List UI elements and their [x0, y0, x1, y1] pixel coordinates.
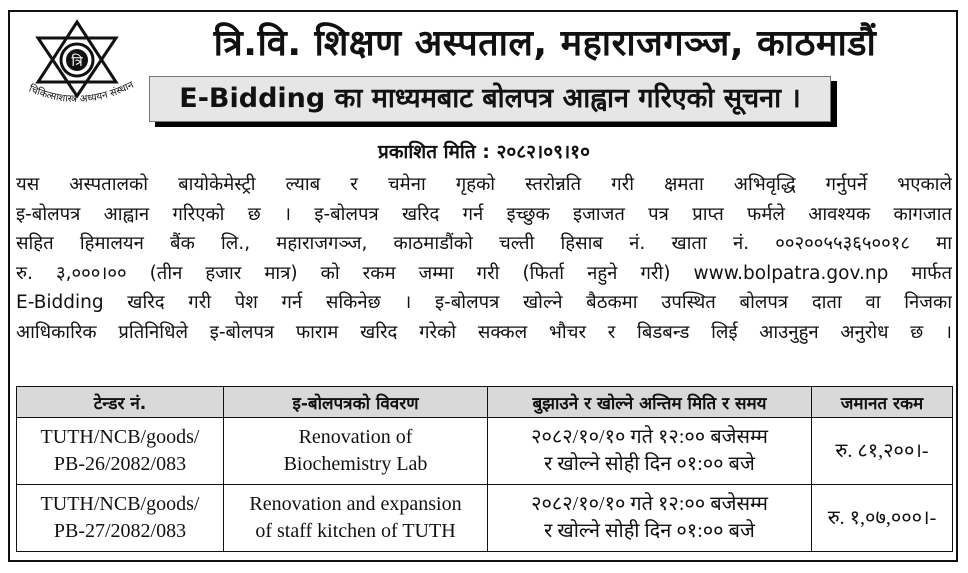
header-description: इ-बोलपत्रको विवरण: [224, 387, 488, 418]
deadline-cell: [488, 418, 812, 485]
tender-no-cell: [17, 418, 224, 485]
body-line: इ-बोलपत्र आह्वान गरिएको छ । इ-बोलपत्र खरिद गर्न इच्छुक इजाजत पत्र प्राप्त फर्मले आवश्यक कागजात: [16, 203, 952, 225]
table-row: [17, 418, 953, 485]
tender-no-cell: [17, 485, 224, 552]
table-header-row: [17, 387, 953, 418]
tender-no-line: PB-27/2082/083: [53, 520, 187, 542]
body-line: रु. ३,०००।०० (तीन हजार मात्र) को रकम जम्मा गरी (फिर्ता नहुने गरी) www.bolpatra.gov.np मार्फत: [16, 262, 952, 284]
hospital-emblem-icon: [14, 16, 140, 114]
description-cell: [224, 485, 488, 552]
header-amount: जमानत रकम: [812, 387, 953, 418]
tender-no-line: TUTH/NCB/goods/: [40, 426, 200, 448]
description-line: Renovation and expansion: [249, 493, 462, 515]
notice-body: [16, 170, 952, 348]
description-cell: [224, 418, 488, 485]
deadline-line: २०८२/१०/१० गते १२:०० बजेसम्म: [531, 493, 768, 515]
tender-table: [16, 386, 953, 552]
header-tender-no: टेन्डर नं.: [17, 387, 224, 418]
deadline-line: २०८२/१०/१० गते १२:०० बजेसम्म: [531, 426, 768, 448]
deadline-line: र खोल्ने सोही दिन ०१:०० बजे: [544, 453, 755, 475]
description-line: of staff kitchen of TUTH: [255, 520, 456, 542]
body-line: सहित हिमालयन बैंक लि., महाराजगञ्ज, काठमाडौंको चल्ती हिसाब नं. खाता नं. ००२००५५३६५००१८ मा: [16, 233, 952, 255]
hospital-title: त्रि.वि. शिक्षण अस्पताल, महाराजगञ्ज, काठमाडौं: [213, 23, 877, 64]
publish-date: प्रकाशित मिति : २०८२।०९।१०: [378, 141, 590, 163]
table-row: [17, 485, 953, 552]
tender-no-line: PB-26/2082/083: [53, 453, 187, 475]
description-line: Renovation of: [298, 426, 413, 448]
svg-text:त्रि: त्रि: [71, 54, 83, 70]
header-deadline: बुझाउने र खोल्ने अन्तिम मिति र समय: [488, 387, 812, 418]
description-line: Biochemistry Lab: [283, 453, 428, 475]
amount-cell: रु. ८१,२००।-: [812, 418, 953, 485]
logo-caption: चिकित्साशास्त्र अध्ययन संस्थान: [27, 79, 136, 106]
body-line: E-Bidding खरिद गरी पेश गर्न सकिनेछ । इ-बोलपत्र खोल्ने बैठकमा उपस्थित बोलपत्र दाता वा निजका: [16, 292, 952, 314]
deadline-line: र खोल्ने सोही दिन ०१:०० बजे: [544, 520, 755, 542]
deadline-cell: [488, 485, 812, 552]
notice-title-banner: E-Bidding का माध्यमबाट बोलपत्र आह्वान गरिएको सूचना ।: [149, 76, 831, 122]
amount-cell: रु. १,०७,०००।-: [812, 485, 953, 552]
body-line: आधिकारिक प्रतिनिधिले इ-बोलपत्र फाराम खरिद गरेको सक्कल भौचर र बिडबन्ड लिई आउनुहुन अनुरोध छ ।: [16, 321, 952, 343]
tender-no-line: TUTH/NCB/goods/: [40, 493, 200, 515]
body-line: यस अस्पतालको बायोकेमेस्ट्री ल्याब र चमेना गृहको स्तरोन्नति गरी क्षमता अभिवृद्धि गर्नुपर्ने भएकाले: [16, 174, 952, 195]
